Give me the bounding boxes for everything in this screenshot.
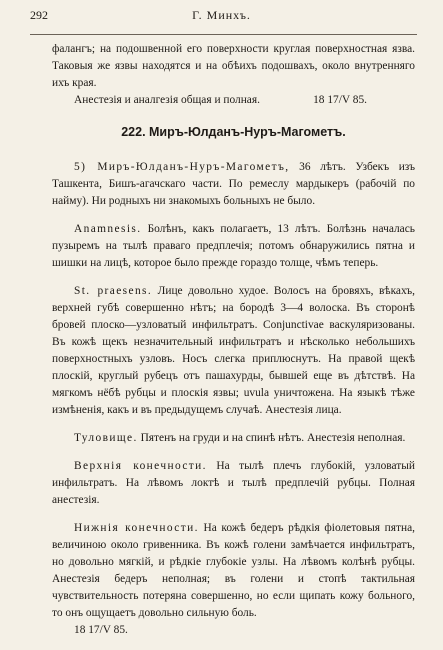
patient-description: 36 лѣтъ. Узбекъ изъ Ташкента, Бишъ-агачскаго части. По ремеслу мардыкеръ (рабочій по найму). Ни родныхъ ни знакомыхъ больныхъ не было. (52, 161, 416, 207)
lower-limbs-label: Нижнія конечности. (74, 522, 199, 534)
anamnesis-text: Болѣнъ, какъ полагаетъ, 13 лѣтъ. Болѣзнь началась пузыремъ на тылѣ праваго предплечія; потомъ обнаружились пятна и шишки на лицѣ, которое было прежде гораздо толще, чѣмъ теперь. (52, 223, 415, 269)
upper-limbs-label: Верхнія конечности. (74, 460, 207, 472)
case-title: 222. Миръ-Юлданъ-Нуръ-Магометъ. (121, 125, 346, 139)
lower-limbs-paragraph (52, 520, 415, 622)
spacer (52, 447, 415, 458)
status-label: St. praesens. (74, 285, 153, 297)
running-head: Г. Минхъ. (192, 8, 251, 22)
anamnesis-paragraph (52, 221, 415, 272)
upper-limbs-text: На тылѣ плечъ глубокій, узловатый инфильтратъ. На лѣвомъ локтѣ и тылѣ предплечій рубцы. Полная анестезія. (52, 460, 415, 506)
patient-name: 5) Миръ-Юлданъ-Нуръ-Магометъ, (74, 161, 290, 173)
status-text: Лице довольно худое. Волосъ на бровяхъ, вѣкахъ, верхней губѣ совершенно нѣтъ; на бородѣ 3—4 волоска. Въ сторонѣ бровей плоско—узловатый инфильтратъ. Conjunctivae васкуляризованы. Въ кожѣ щекъ незначительный инфильтратъ и нѣсколько небольшихъ поверхностныхъ узловъ. Носъ слегка приплюснутъ. На правой щекѣ плоскій, круглый рубецъ отъ пашахурды, бывшей еще въ дѣтствѣ. На мягкомъ нёбѣ рубцы и плоскія язвы; uvula уничтожена. На языкѣ тѣже измѣненія, какъ и въ предыдущемъ случаѣ. Анестезія лица. (52, 285, 415, 416)
case-date: 18 17/V 85. (74, 624, 128, 636)
status-paragraph (52, 283, 415, 419)
spacer (52, 509, 415, 520)
spacer (52, 272, 415, 283)
trunk-label: Туловище. (74, 432, 138, 444)
upper-limbs-paragraph (52, 458, 415, 509)
spacer (52, 419, 415, 430)
page-number: 292 (30, 8, 48, 22)
lower-limbs-text: На кожѣ бедеръ рѣдкія фіолетовыя пятна, величиною около гривенника. Въ кожѣ голени замѣчается инфильтратъ, но довольно мягкій, и рѣдкіе глубокіе узлы. На лѣвомъ колѣнѣ рубцы. Анестезія бедеръ неполная; въ голени и стопѣ тактильная чувствительность потеряна совершенно, но если щипать кожу больного, то онъ ощущаетъ довольно сильную боль. (52, 522, 415, 619)
anamnesis-label: Anamnesis. (74, 223, 142, 235)
case-intro-paragraph (52, 159, 415, 210)
trunk-paragraph (52, 430, 415, 447)
page-body (52, 41, 415, 639)
header-rule (30, 34, 417, 35)
intro-paragraph: фалангъ; на подошвенной его поверхности круглая поверхностная язва. Таковыя же язвы находятся и на обѣихъ подошвахъ, около внутренняго ихъ края. (52, 43, 415, 89)
spacer (52, 210, 415, 221)
trunk-text: Пятенъ на груди и на спинѣ нѣтъ. Анестезія неполная. (140, 432, 406, 444)
anesthesia-date: 18 17/V 85. (313, 94, 367, 106)
anesthesia-text: Анестезія и аналгезія общая и полная. (74, 94, 260, 106)
intro-anesthesia-line (52, 92, 415, 109)
